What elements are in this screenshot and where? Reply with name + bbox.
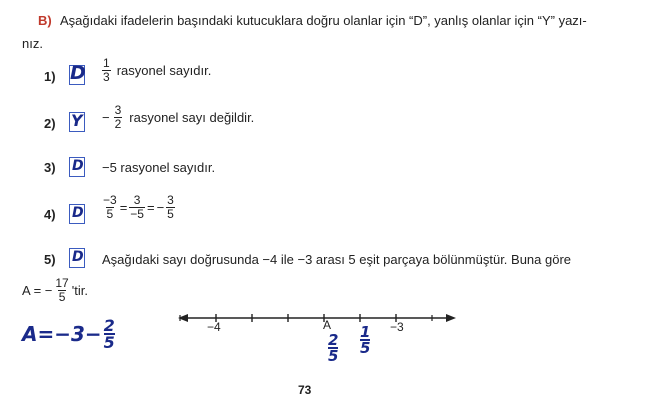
fraction-denominator: −5	[130, 206, 144, 221]
fraction-denominator: 5	[106, 206, 114, 221]
fraction-denominator: 5	[167, 206, 174, 221]
item-4-answer: D	[72, 205, 84, 221]
fraction-denominator: 5	[328, 347, 339, 366]
item-2-fraction	[114, 104, 123, 130]
item-3-text: −5 rasyonel sayıdır.	[102, 160, 216, 175]
fraction-denominator: 5	[58, 289, 66, 304]
fraction-denominator: 2	[114, 116, 122, 131]
item-4-number: 4)	[44, 207, 56, 222]
a-value-fraction	[54, 277, 69, 303]
minus-sign: −	[156, 199, 165, 215]
item-3-answer: D	[72, 158, 84, 174]
item-4-fraction-2	[129, 194, 145, 220]
equals-sign: =	[119, 199, 128, 215]
number-line-label-minus-3: −3	[390, 320, 404, 334]
fraction-numerator: 2	[103, 316, 115, 335]
fraction-numerator: 2	[328, 331, 339, 349]
fraction-numerator: 1	[360, 323, 371, 341]
right-arrow-icon	[446, 314, 456, 322]
item-4-answer-box	[69, 204, 85, 224]
item-4-statement	[102, 194, 175, 220]
section-letter: B)	[38, 13, 52, 28]
page-number: 73	[298, 383, 312, 397]
item-5-answer: D	[72, 249, 84, 265]
fraction-denominator: 3	[103, 69, 110, 84]
instruction-line-2: nız.	[22, 36, 43, 51]
item-2-text: rasyonel sayı değildir.	[129, 109, 255, 125]
handwritten-expression: A=−3−	[22, 322, 102, 347]
fraction-numerator: 3	[133, 193, 141, 207]
number-line-label-minus-4: −4	[207, 320, 221, 334]
item-2-answer-box	[69, 112, 85, 132]
item-3-number: 3)	[44, 160, 56, 175]
item-2-sign: −	[102, 109, 110, 125]
item-2-statement	[102, 104, 254, 130]
fraction-numerator: 17	[55, 276, 69, 290]
item-1-number: 1)	[44, 69, 56, 84]
item-2-answer: Y	[71, 111, 83, 130]
fraction-numerator: 3	[114, 103, 122, 117]
a-equals-prefix: A = −	[22, 282, 53, 298]
item-2-number: 2)	[44, 116, 56, 131]
item-5-line-2	[22, 277, 88, 303]
item-5-text: Aşağıdaki sayı doğrusunda −4 ile −3 arası 5 eşit parçaya bölünmüştür. Buna göre	[102, 252, 572, 267]
fraction-numerator: −3	[103, 193, 117, 207]
fraction-numerator: 3	[167, 193, 174, 207]
handwritten-fraction	[103, 316, 115, 353]
handwritten-fraction-under-a	[328, 333, 338, 364]
item-3-answer-box	[69, 157, 85, 177]
instruction-line-1: Aşağıdaki ifadelerin başındaki kutucuklara doğru olanlar için “D”, yanlış olanlar için “Y” yazı-	[60, 13, 587, 28]
number-line-label-a: A	[323, 318, 332, 332]
item-5-answer-box	[69, 248, 85, 268]
item-1-fraction	[102, 57, 111, 83]
equals-sign: =	[146, 199, 155, 215]
item-1-answer: D	[70, 62, 86, 84]
item-1-statement	[102, 57, 211, 83]
item-4-fraction-3	[166, 194, 175, 220]
a-suffix: 'tir.	[71, 282, 88, 298]
handwritten-note-left	[22, 316, 115, 353]
handwritten-fraction-right	[360, 325, 370, 356]
fraction-denominator: 5	[103, 333, 115, 353]
item-5-number: 5)	[44, 252, 56, 267]
fraction-denominator: 5	[360, 339, 371, 358]
item-1-text: rasyonel sayıdır.	[116, 62, 212, 78]
fraction-numerator: 1	[103, 56, 110, 70]
item-4-fraction-1	[102, 194, 118, 220]
item-1-answer-box	[69, 62, 86, 85]
